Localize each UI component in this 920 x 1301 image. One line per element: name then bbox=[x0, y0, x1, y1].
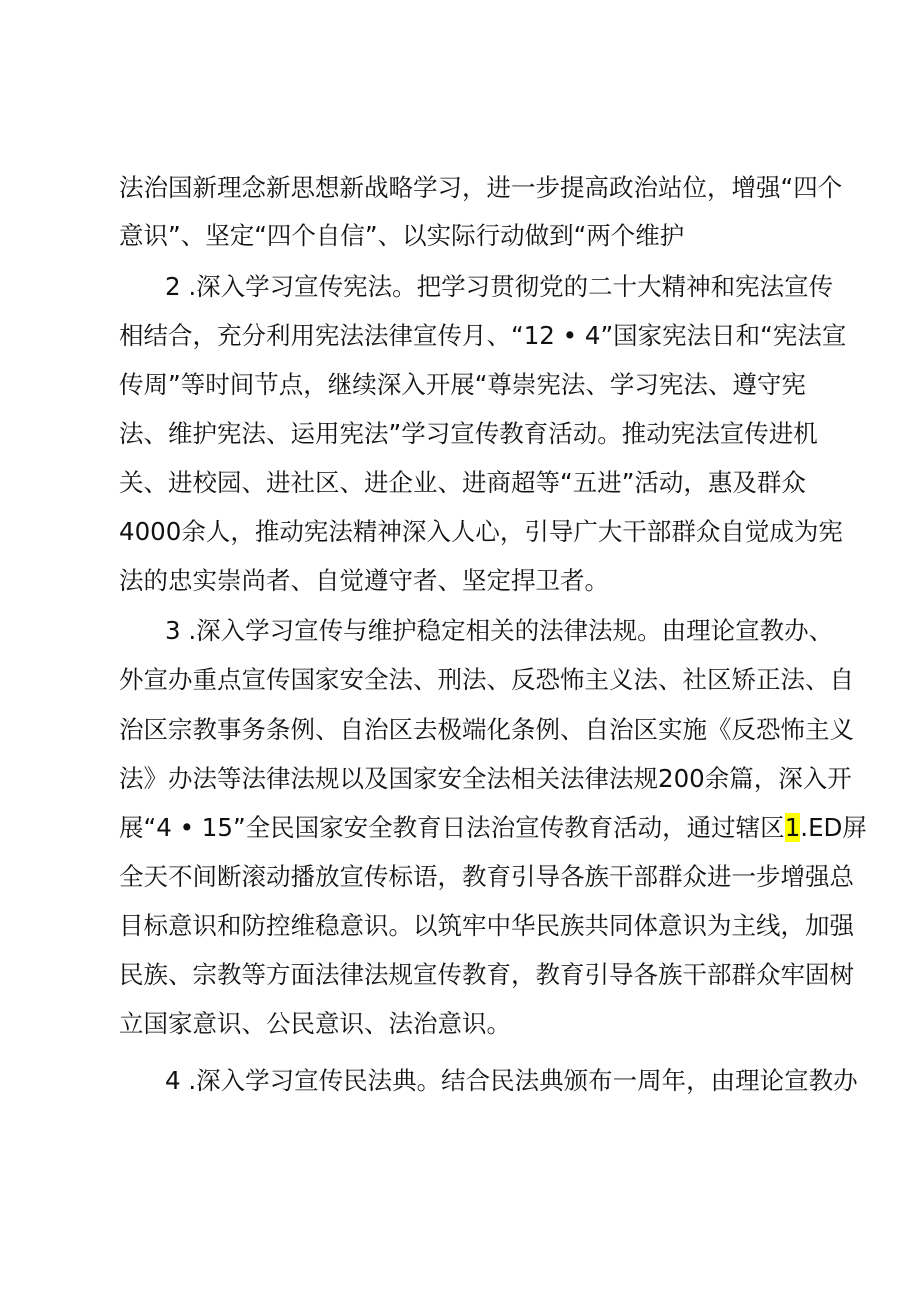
text-line: 传周”等时间节点，继续深入开展“尊崇宪法、学习宪法、遵守宪 bbox=[119, 370, 806, 399]
text-segment: .ED屏 bbox=[800, 813, 867, 842]
text-line: 法、维护宪法、运用宪法”学习宣传教育活动。推动宪法宣传进机 bbox=[119, 419, 818, 448]
paragraph-2-start: 2 .深入学习宣传宪法。把学习贯彻党的二十大精神和宪法宣传 bbox=[165, 272, 834, 301]
text-line: 全天不间断滚动播放宣传标语，教育引导各族干部群众进一步增强总 bbox=[119, 862, 854, 891]
paragraph-4-start: 4 .深入学习宣传民法典。结合民法典颁布一周年，由理论宣教办 bbox=[165, 1066, 858, 1095]
text-line: 意识”、坚定“四个自信”、以实际行动做到“两个维护 bbox=[119, 221, 685, 250]
text-line: 目标意识和防控维稳意识。以筑牢中华民族共同体意识为主线，加强 bbox=[119, 911, 854, 940]
text-line bbox=[119, 811, 867, 845]
text-line: 4000余人，推动宪法精神深入人心，引导广大干部群众自觉成为宪 bbox=[119, 517, 843, 546]
text-line: 相结合，充分利用宪法法律宣传月、“12 • 4”国家宪法日和“宪法宣 bbox=[119, 321, 847, 350]
text-line: 外宣办重点宣传国家安全法、刑法、反恐怖主义法、社区矫正法、自 bbox=[119, 665, 854, 694]
paragraph-3-start: 3 .深入学习宣传与维护稳定相关的法律法规。由理论宣教办、 bbox=[165, 616, 834, 645]
text-line: 关、进校园、进社区、进企业、进商超等“五进”活动，惠及群众 bbox=[119, 468, 806, 497]
text-segment: 展“4 • 15”全民国家安全教育日法治宣传教育活动，通过辖区 bbox=[119, 813, 785, 842]
highlighted-text: 1 bbox=[784, 813, 801, 842]
text-line: 法的忠实崇尚者、自觉遵守者、坚定捍卫者。 bbox=[119, 566, 609, 595]
text-line: 民族、宗教等方面法律法规宣传教育，教育引导各族干部群众牢固树 bbox=[119, 960, 854, 989]
text-line: 立国家意识、公民意识、法治意识。 bbox=[119, 1009, 511, 1038]
text-line: 治区宗教事务条例、自治区去极端化条例、自治区实施《反恐怖主义 bbox=[119, 715, 854, 744]
text-line: 法治国新理念新思想新战略学习，进一步提高政治站位，增强“四个 bbox=[119, 173, 843, 202]
text-line: 法》办法等法律法规以及国家安全法相关法律法规200余篇，深入开 bbox=[119, 764, 852, 793]
